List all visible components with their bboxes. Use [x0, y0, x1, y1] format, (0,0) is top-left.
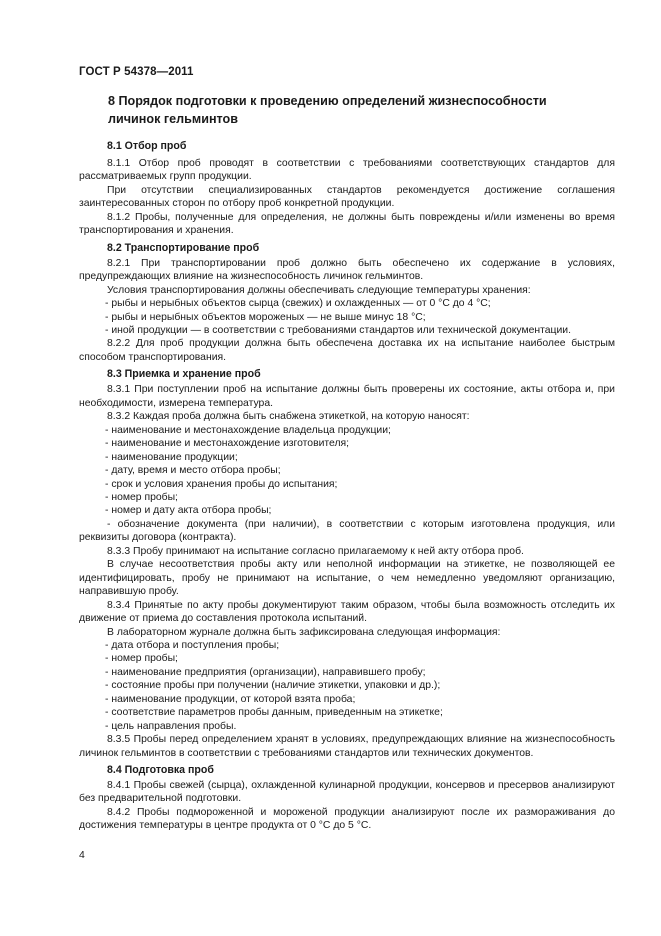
- paragraph: В случае несоответствия пробы акту или неполной информации на этикетке, не позволяющей ее идентифицировать, пробу не принимают на испытание, о чем немедленно уведомляют организацию, направившую пробу.: [79, 559, 615, 598]
- section-title: 8 Порядок подготовки к проведению определений жизнеспособности личинок гельминтов: [108, 94, 547, 126]
- list-item: - номер пробы;: [105, 653, 178, 665]
- subsection-heading-8-2: 8.2 Транспортирование проб: [107, 241, 260, 254]
- paragraph-8-3-5: 8.3.5 Пробы перед определением хранят в условиях, предупреждающих влияние на жизнеспособность личинок гельминтов в соответствии с требованиями стандартов или технических документов.: [79, 734, 615, 759]
- subsection-heading-8-3: 8.3 Приемка и хранение проб: [107, 368, 261, 381]
- list-item: - рыбы и нерыбных объектов сырца (свежих) и охлажденных — от 0 °С до 4 °С;: [105, 298, 491, 310]
- page-number: 4: [79, 850, 85, 861]
- list-item: - рыбы и нерыбных объектов мороженых — не выше минус 18 °С;: [105, 311, 426, 323]
- paragraph-8-2-2: 8.2.2 Для проб продукции должна быть обеспечена доставка их на испытание наиболее быстрым способом транспортирования.: [79, 338, 615, 363]
- list-item: - наименование и местонахождение изготовителя;: [105, 438, 350, 450]
- paragraph-8-1-1: 8.1.1 Отбор проб проводят в соответствии с требованиями соответствующих стандартов для рассматриваемых групп продукции.: [79, 158, 615, 183]
- list-item: - наименование и местонахождение владельца продукции;: [105, 424, 391, 436]
- paragraph: Условия транспортирования должны обеспечивать следующие температуры хранения:: [107, 284, 531, 296]
- subsection-heading-8-1: 8.1 Отбор проб: [107, 140, 187, 152]
- list-item: - срок и условия хранения пробы до испытания;: [105, 478, 338, 490]
- list-item: - обозначение документа (при наличии), в соответствии с которым изготовлена продукция, или реквизиты договора (контракта).: [79, 518, 615, 544]
- list-item: - иной продукции — в соответствии с требованиями стандартов или технической документации.: [105, 324, 571, 336]
- paragraph: При отсутствии специализированных стандартов рекомендуется достижение соглашения заинтересованных сторон по отбору проб конкретной продукции.: [79, 184, 615, 210]
- subsection-heading-8-4: 8.4 Подготовка проб: [107, 764, 214, 777]
- paragraph-8-3-4: 8.3.4 Принятые по акту пробы документируют таким образом, чтобы была возможность отследить их движение от приема до составления протокола испытаний.: [79, 599, 615, 625]
- document-header: ГОСТ Р 54378—2011: [79, 66, 194, 78]
- list-item: - состояние пробы при получении (наличие этикетки, упаковки и др.);: [105, 680, 441, 692]
- document-body: [79, 139, 615, 833]
- paragraph-8-3-1: 8.3.1 При поступлении проб на испытание должны быть проверены их состояние, акты отбора и, при необходимости, измерена температура.: [79, 384, 615, 409]
- paragraph-8-3-3: 8.3.3 Пробу принимают на испытание согласно прилагаемому к ней акту отбора проб.: [107, 545, 524, 557]
- list-item: - цель направления пробы.: [105, 720, 237, 732]
- list-item: - наименование предприятия (организации), направившего пробу;: [105, 666, 426, 678]
- list-item: - наименование продукции;: [105, 451, 238, 463]
- paragraph-8-1-2: 8.1.2 Пробы, полученные для определения, не должны быть повреждены и/или изменены во время транспортирования и хранения.: [79, 211, 615, 237]
- paragraph: В лабораторном журнале должна быть зафиксирована следующая информация:: [107, 626, 501, 638]
- list-item: - соответствие параметров пробы данным, приведенным на этикетке;: [105, 707, 443, 719]
- paragraph-8-4-1: 8.4.1 Пробы свежей (сырца), охлажденной кулинарной продукции, консервов и пресервов анализируют без предварительной подготовки.: [79, 780, 615, 805]
- list-item: - дату, время и место отбора пробы;: [105, 465, 281, 477]
- paragraph-8-3-2: 8.3.2 Каждая проба должна быть снабжена этикеткой, на которую наносят:: [107, 411, 470, 423]
- list-item: - номер и дату акта отбора пробы;: [105, 505, 272, 517]
- paragraph-8-4-2: 8.4.2 Пробы подмороженной и мороженой продукции анализируют после их размораживания до достижения температуры в центре продукта от 0 °С до 5 °С.: [79, 806, 615, 832]
- list-item: - дата отбора и поступления пробы;: [105, 639, 280, 651]
- list-item: - наименование продукции, от которой взята проба;: [105, 693, 356, 705]
- list-item: - номер пробы;: [105, 491, 178, 503]
- paragraph-8-2-1: 8.2.1 При транспортировании проб должно быть обеспечено их содержание в условиях, предупреждающих влияние на жизнеспособность личинок гельминтов.: [79, 257, 615, 283]
